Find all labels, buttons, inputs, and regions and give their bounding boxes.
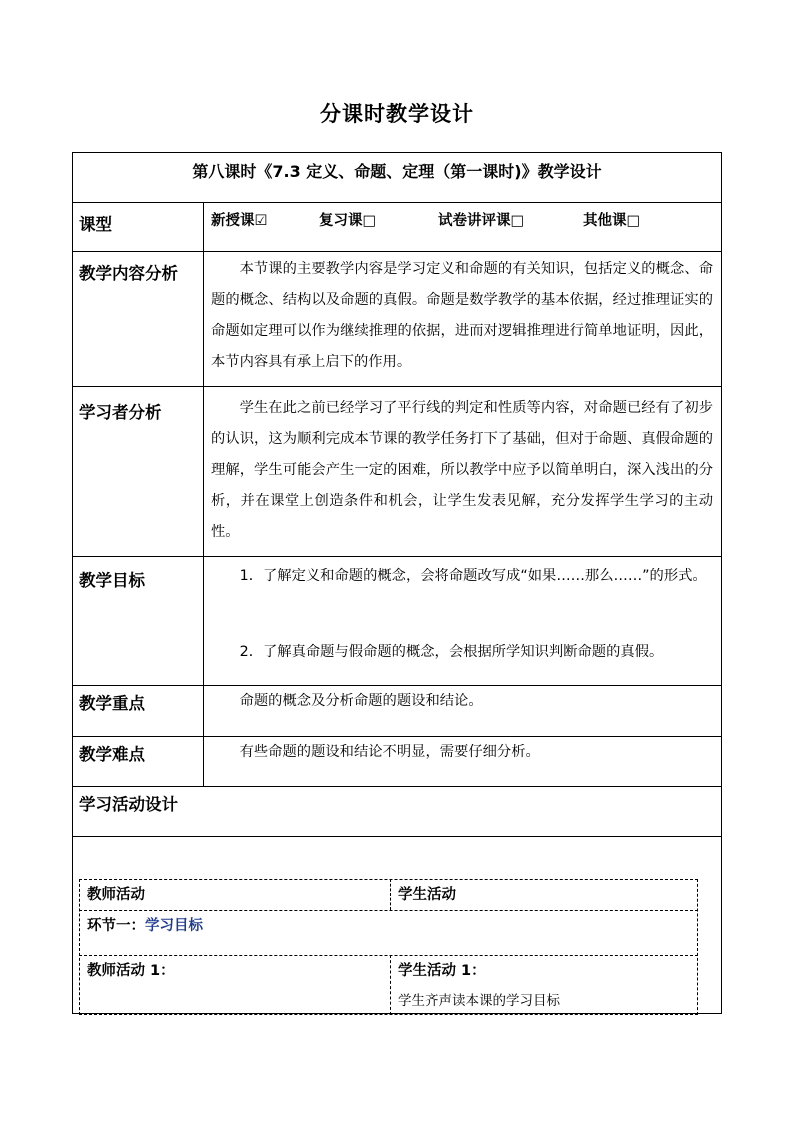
key-points-text: 命题的概念及分析命题的题设和结论。 bbox=[239, 693, 483, 709]
learner-analysis-label: 学习者分析 bbox=[79, 403, 162, 422]
course-type-label: 课型 bbox=[79, 215, 112, 234]
lesson-design-table bbox=[72, 152, 722, 1014]
activity-design-row bbox=[73, 787, 721, 837]
objective-item-2: 2．了解真命题与假命题的概念，会根据所学知识判断命题的真假。 bbox=[239, 644, 664, 660]
course-type-new[interactable]: 新授课☑ bbox=[211, 213, 268, 229]
subtitle-row bbox=[73, 153, 721, 203]
course-type-row bbox=[73, 203, 721, 252]
objective-item-1: 1．了解定义和命题的概念，会将命题改写成“如果……那么……”的形式。 bbox=[239, 568, 707, 584]
lesson-subtitle: 第八课时《7.3 定义、命题、定理（第一课时)》教学设计 bbox=[192, 162, 602, 181]
activity-header-divider bbox=[79, 910, 698, 911]
learner-analysis-text: 学生在此之前已经学习了平行线的判定和性质等内容，对命题已经有了初步的认识，这为顺利完成本节课的教学任务打下了基础，但对于命题、真假命题的理解，学生可能会产生一定的困难，所以教学中应予以简单明白，深入浅出的分析，并在课堂上创造条件和机会，让学生发表见解，充分发挥学生学习的主动性。 bbox=[211, 400, 713, 540]
content-analysis-text: 本节课的主要教学内容是学习定义和命题的有关知识，包括定义的概念、命题的概念、结构以及命题的真假。命题是数学教学的基本依据，经过推理证实的命题如定理可以作为继续推理的依据，进而对逻辑推理进行简单地证明，因此，本节内容具有承上启下的作用。 bbox=[211, 261, 713, 370]
student-activity-1-label: 学生活动 1： bbox=[398, 963, 486, 979]
activity-design-label: 学习活动设计 bbox=[79, 795, 178, 814]
page-title: 分课时教学设计 bbox=[320, 101, 474, 126]
student-activity-header: 学生活动 bbox=[398, 887, 456, 903]
student-activity-1-text: 学生齐声读本课的学习目标 bbox=[398, 993, 560, 1009]
label-column-divider bbox=[203, 203, 204, 787]
learner-analysis-row bbox=[73, 387, 721, 557]
course-type-exam-review[interactable]: 试卷讲评课□ bbox=[438, 213, 525, 229]
section-title-link[interactable]: 学习目标 bbox=[145, 918, 203, 934]
activity-col-divider-top bbox=[390, 879, 391, 910]
course-type-other[interactable]: 其他课□ bbox=[583, 213, 641, 229]
activity-section-divider bbox=[79, 955, 698, 956]
objectives-label: 教学目标 bbox=[79, 571, 145, 590]
section-prefix: 环节一： bbox=[87, 918, 145, 934]
teacher-activity-1-label: 教师活动 1： bbox=[87, 963, 175, 979]
difficulties-row bbox=[73, 737, 721, 787]
activity-col-divider-bottom bbox=[390, 955, 391, 1015]
key-points-label: 教学重点 bbox=[79, 694, 145, 713]
content-analysis-row bbox=[73, 252, 721, 387]
key-points-row bbox=[73, 686, 721, 737]
teacher-activity-header: 教师活动 bbox=[87, 887, 145, 903]
difficulties-label: 教学难点 bbox=[79, 745, 145, 764]
difficulties-text: 有些命题的题设和结论不明显，需要仔细分析。 bbox=[239, 744, 540, 760]
course-type-review[interactable]: 复习课□ bbox=[319, 213, 377, 229]
activity-table bbox=[79, 879, 698, 1015]
content-analysis-label: 教学内容分析 bbox=[79, 264, 178, 283]
objectives-row bbox=[73, 557, 721, 686]
section-one-heading bbox=[87, 914, 203, 935]
